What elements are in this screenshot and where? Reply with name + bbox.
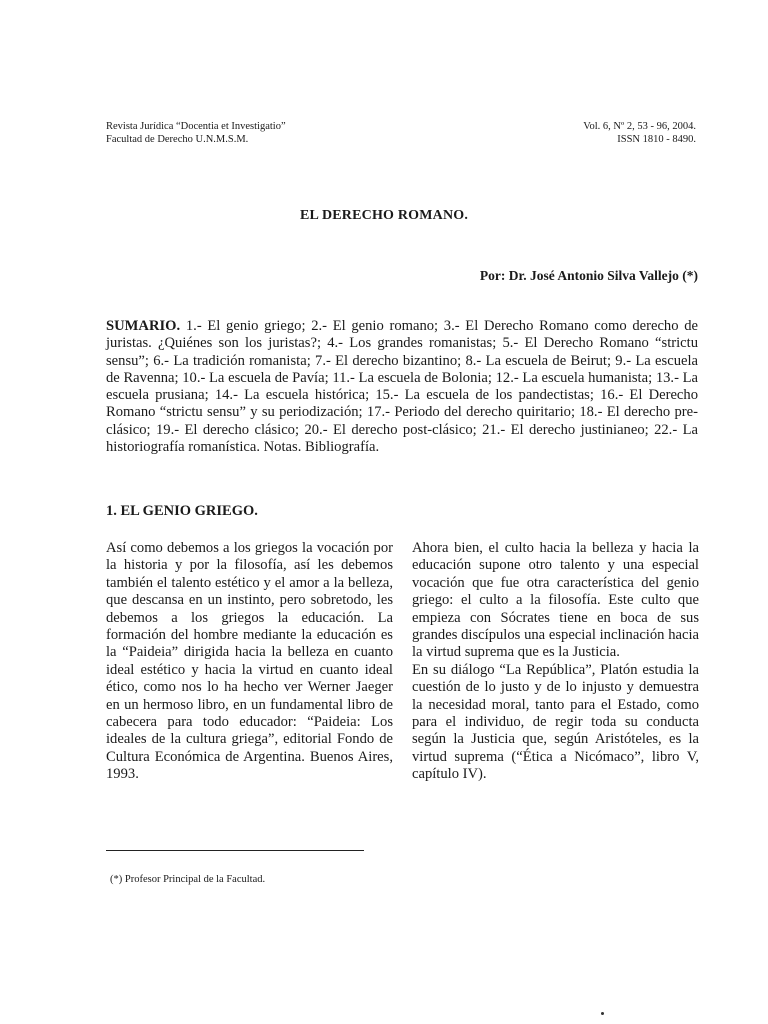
summary-block (106, 318, 698, 456)
left-column (106, 540, 393, 784)
article-author: Por: Dr. José Antonio Silva Vallejo (*) (479, 268, 698, 283)
footnote-rule (106, 850, 364, 851)
summary-lead: SUMARIO. (106, 318, 181, 334)
volume-header (583, 120, 696, 146)
right-paragraph-1: Ahora bien, el culto hacia la belleza y hacia la educación supone otro talento y una especial vocación que fue otra característica del genio griego: el culto a la filosofía. Este culto que empieza con Sócrates tiene en boca de sus grandes discípulos una especial inclinación hacia la virtud suprema que es la Justicia. (412, 540, 699, 661)
volume-info: Vol. 6, Nº 2, 53 - 96, 2004. (583, 121, 696, 132)
section-heading: 1. EL GENIO GRIEGO. (106, 503, 258, 519)
footnote: (*) Profesor Principal de la Facultad. (110, 874, 266, 885)
issn-info: ISSN 1810 - 8490. (617, 134, 696, 145)
article-title: EL DERECHO ROMANO. (299, 208, 469, 223)
faculty-name: Facultad de Derecho U.N.M.S.M. (106, 134, 249, 145)
scan-speck (601, 1012, 604, 1015)
right-paragraph-2: En su diálogo “La República”, Platón estudia la cuestión de lo justo y de lo injusto y demuestra la necesidad moral, tanto para el Estado, como para el individuo, de regir toda su conducta según la Justicia que, según Aristóteles, es la virtud suprema (“Ética a Nicómaco”, libro V, capítulo IV). (412, 661, 699, 783)
summary-text: 1.- El genio griego; 2.- El genio romano; 3.- El Derecho Romano como derecho de juristas. ¿Quiénes son los juristas?; 4.- Los grandes romanistas; 5.- El Derecho Romano “strictu sensu”; 6.- La tradición romanista; 7.- El derecho bizantino; 8.- La escuela de Beirut; 9.- La escuela de Ravenna; 10.- La escuela de Pavía; 11.- La escuela de Bolonia; 12.- La escuela humanista; 13.- La escuela prusiana; 14.- La escuela histórica; 15.- La escuela de los pandectistas; 16.- El Derecho Romano “strictu sensu” y su periodización; 17.- Periodo del derecho quiritario; 18.- El derecho pre-clásico; 19.- El derecho clásico; 20.- El derecho post-clásico; 21.- El derecho justinianeo; 22.- La historiografía romanística. Notas. Bibliografía. (106, 318, 698, 456)
right-column (412, 540, 699, 784)
journal-name: Revista Jurídica “Docentia et Investigatio” (106, 121, 286, 132)
journal-header (106, 120, 286, 146)
left-paragraph: Así como debemos a los griegos la vocación por la historia y por la filosofía, así les debemos también el talento estético y el amor a la belleza, que descansa en un instinto, pero sobretodo, les debemos a los griegos la educación. La formación del hombre mediante la educación es la “Paideia” dirigida hacia la belleza en cuanto ideal estético y hacia la virtud en cuanto ideal ético, como nos lo ha hecho ver Werner Jaeger en un hermoso libro, en un fundamental libro de cabecera para todo educador: “Paideia: Los ideales de la cultura griega”, editorial Fondo de Cultura Económica de Argentina. Buenos Aires, 1993. (106, 540, 393, 783)
